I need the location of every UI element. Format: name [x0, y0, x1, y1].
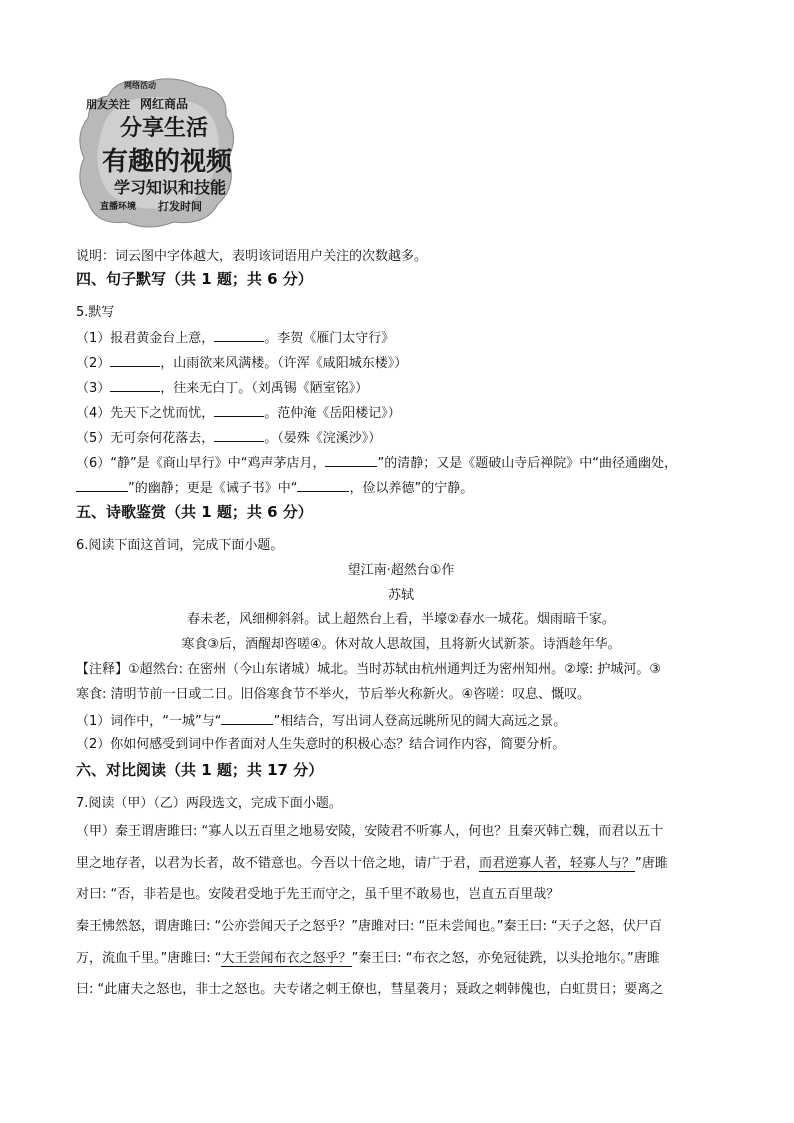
poem-line-2: 寒食③后，酒醒却咨嗟④。休对故人思故国，且将新火试新茶。诗酒趁年华。	[181, 637, 621, 652]
passage-jia-line-2: 里之地存者，以君为长者，故不错意也。今吾以十倍之地，请广于君，而君逆寡人者，轻寡人与？”唐雎	[76, 856, 668, 871]
question-7-intro: 7.阅读（甲）（乙）两段选文，完成下面小题。	[76, 796, 342, 811]
dictation-item-4: （4）先天下之忧而忧， 。范仲淹《岳阳楼记》）	[76, 403, 726, 423]
word-cloud-word: 网红商品	[140, 97, 189, 111]
underlined-sentence: 大王尝闻布衣之怒乎？	[221, 951, 352, 966]
answer-blank[interactable]	[325, 453, 377, 467]
word-cloud-word: 朋友关注	[86, 98, 130, 111]
word-cloud-word: 打发时间	[158, 200, 202, 213]
word-cloud-word: 直播环境	[100, 202, 137, 212]
dictation-item-3: （3） ，往来无白丁。（刘禹锡《陋室铭》）	[76, 378, 726, 398]
dictation-item-6-cont: ”的幽静；更是《诫子书》中“ ，俭以养德”的宁静。	[76, 478, 726, 498]
word-cloud-word: 学习知识和技能	[114, 178, 227, 197]
poem-annotation-2: 寒食: 清明节前一日或二日。旧俗寒食节不举火，节后举火称新火。④咨嗟：叹息、慨叹。	[76, 687, 591, 702]
passage-jia-line-1: （甲）秦王谓唐雎曰: “寡人以五百里之地易安陵，安陵君不听寡人，何也？且秦灭韩亡魏，而君以五十	[76, 824, 664, 839]
word-cloud-word: 网络活动	[124, 81, 156, 90]
answer-blank[interactable]	[221, 711, 273, 725]
question-6-intro: 6.阅读下面这首词，完成下面小题。	[76, 538, 284, 553]
passage-jia-line-4: 秦王怫然怒，谓唐雎曰: “公亦尝闻天子之怒乎？”唐雎对曰: “臣未尝闻也。”秦王曰: “天子之怒，伏尸百	[76, 919, 662, 934]
answer-blank[interactable]	[214, 428, 264, 442]
dictation-item-5: （5）无可奈何花落去， 。（晏殊《浣溪沙》）	[76, 428, 726, 448]
question-5-label: 5.默写	[76, 305, 115, 320]
answer-blank[interactable]	[214, 328, 264, 342]
word-cloud-note: 说明：词云图中字体越大，表明该词语用户关注的次数越多。	[76, 249, 428, 264]
word-cloud-word: 分享生活	[120, 116, 209, 141]
answer-blank[interactable]	[76, 478, 128, 492]
word-cloud-word: 有趣的视频	[102, 147, 233, 177]
poem-line-1: 春未老，风细柳斜斜。试上超然台上看，半壕②春水一城花。烟雨暗千家。	[187, 612, 615, 627]
word-cloud-image	[78, 76, 238, 228]
answer-blank[interactable]	[297, 478, 349, 492]
passage-jia-line-6: 曰: “此庸夫之怒也，非士之怒也。夫专诸之刺王僚也，彗星袭月；聂政之刺韩傀也，白虹贯日；要离之	[76, 982, 664, 997]
answer-blank[interactable]	[110, 378, 160, 392]
answer-blank[interactable]	[214, 403, 264, 417]
poem-author: 苏轼	[387, 588, 414, 603]
answer-blank[interactable]	[110, 353, 160, 367]
passage-jia-line-5: 万，流血千里。”唐雎曰: “大王尝闻布衣之怒乎？”秦王曰: “布衣之怒，亦免冠徒跣，以头抢地尔。”唐雎	[76, 951, 660, 966]
section-6-heading: 六、对比阅读（共 1 题；共 17 分）	[76, 761, 324, 779]
poem-title: 望江南·超然台①作	[347, 563, 455, 578]
section-5-heading: 五、诗歌鉴赏（共 1 题；共 6 分）	[76, 503, 313, 521]
passage-jia-line-3: 对曰: “否，非若是也。安陵君受地于先王而守之，虽千里不敢易也，岂直五百里哉？	[76, 887, 560, 902]
section-4-heading: 四、句子默写（共 1 题；共 6 分）	[76, 270, 313, 288]
dictation-item-2: （2） ，山雨欲来风满楼。（许浑《咸阳城东楼》）	[76, 353, 726, 373]
dictation-item-1: （1）报君黄金台上意， 。李贺《雁门太守行》	[76, 328, 726, 348]
dictation-item-6: （6）“静”是《商山早行》中“鸡声茅店月， ”的清静；又是《题破山寺后禅院》中“曲径通幽处，	[76, 453, 726, 473]
poem-annotation-1: 【注释】①超然台: 在密州（今山东诸城）城北。当时苏轼由杭州通判迁为密州知州。②壕: 护城河。③	[76, 662, 661, 677]
question-6-1: （1）词作中，“一城”与“ ”相结合，写出词人登高远眺所见的阔大高远之景。	[76, 711, 726, 731]
question-6-2: （2）你如何感受到词中作者面对人生失意时的积极心态？结合词作内容，简要分析。	[76, 737, 566, 752]
underlined-sentence: 而君逆寡人者，轻寡人与？	[479, 856, 636, 871]
